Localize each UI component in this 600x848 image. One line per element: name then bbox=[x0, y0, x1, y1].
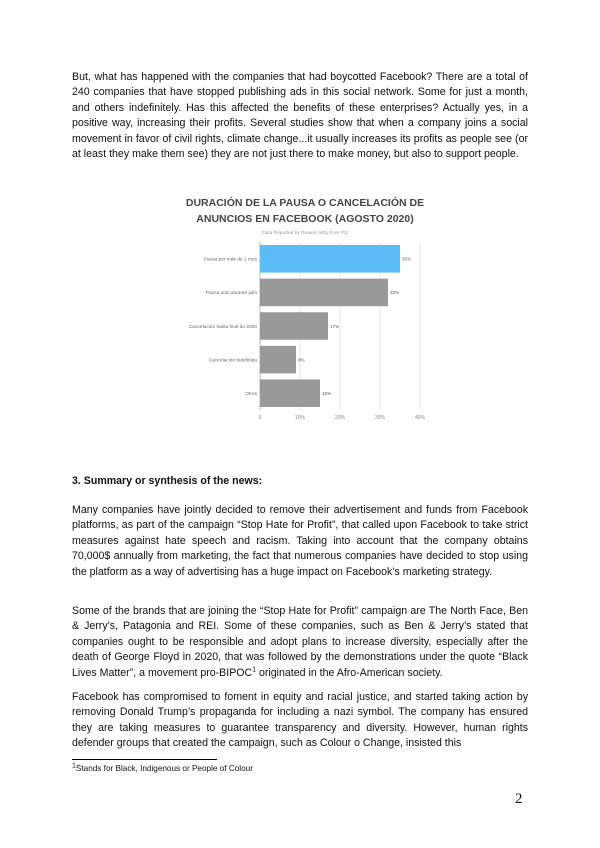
chart-category-label: Pausa solo durante julio bbox=[205, 291, 257, 297]
footnote bbox=[72, 764, 253, 773]
chart-value-label: 32% bbox=[390, 290, 400, 296]
brands-text: Some of the brands that are joining the “Stop Hate for Profit” campaign are The North Face, Ben & Jerry’s, Patagonia and REI. Some of these companies, such as Ben & Jerry’s stated that companies ought to be responsible and adopt plans to increase diversity, especially after the death of George Floyd in 2020, that was followed by the demonstrations under the quote “Black Lives Matter”, a movement pro-BIPOC bbox=[72, 605, 528, 679]
chart-subtitle: Data Reported by Reason Why from PQ bbox=[262, 231, 348, 236]
chart-x-tick-label: 40% bbox=[414, 415, 426, 421]
footnote-text: Stands for Black, Indigenous or People of Colour bbox=[75, 764, 253, 773]
chart-x-tick-label: 30% bbox=[374, 415, 386, 421]
chart-bar bbox=[260, 245, 400, 273]
facebook-ad-pause-chart bbox=[170, 190, 440, 430]
footnote-mark: 1 bbox=[72, 762, 76, 770]
chart-bar bbox=[260, 379, 320, 407]
section-heading: 3. Summary or synthesis of the news: bbox=[72, 475, 263, 487]
footnote-divider bbox=[72, 759, 217, 760]
chart-category-label: Cancelación indefinida bbox=[208, 358, 257, 364]
paragraph-facebook-response: Facebook has compromised to foment in equity and racial justice, and started taking action by removing Donald Trump’s propaganda for including a nazi symbol. The company has ensured they are taking measures to guarantee transparency and diversity. However, human rights defender groups that created the campaign, such as Colour o Change, insisted this bbox=[72, 691, 528, 750]
chart-x-tick-label: 10% bbox=[294, 415, 306, 421]
chart-value-label: 15% bbox=[322, 391, 332, 396]
chart-title-line2: ANUNCIOS EN FACEBOOK (AGOSTO 2020) bbox=[196, 213, 414, 225]
chart-category-label: Pausa por más de 1 mes bbox=[203, 257, 257, 263]
paragraph-boycott-intro: But, what has happened with the companies that had boycotted Facebook? There are a total of 240 companies that have stopped publishing ads in this social network. Some for just a month, and others indefinitely. Has this affected the benefits of these enterprises? Actually yes, in a positive way, increasing their profits. Several studies show that when a company joins a social movement in favor of civil rights, climate change...it usually increases its profits as people see (or at least they make them see) they are not just there to make money, but also to support people. bbox=[72, 71, 528, 161]
footnote-reference: 1 bbox=[252, 666, 257, 674]
chart-value-label: 17% bbox=[330, 323, 340, 329]
chart-value-label: 35% bbox=[402, 256, 412, 262]
chart-x-tick-label: 0 bbox=[258, 415, 262, 421]
paragraph-summary: Many companies have jointly decided to remove their advertisement and funds from Facebook platforms, as part of the campaign “Stop Hate for Profit”, that called upon Facebook to take strict measures against hate speech and racism. Taking into account that the company obtains 70,000$ annually from marketing, the fact that numerous companies have decided to stop using the platform as a way of advertising has a huge impact on Facebook’s marketing strategy. bbox=[72, 504, 528, 578]
chart-category-label: Cancelación hasta final de 2020 bbox=[188, 324, 257, 330]
chart-bar bbox=[260, 346, 296, 374]
page-number: 2 bbox=[515, 791, 523, 807]
chart-category-label: Otros bbox=[245, 392, 257, 397]
chart-x-tick-label: 20% bbox=[334, 415, 346, 421]
chart-bar bbox=[260, 279, 388, 307]
chart-bar bbox=[260, 312, 328, 340]
paragraph-brands bbox=[72, 604, 528, 681]
chart-value-label: 9% bbox=[298, 357, 305, 363]
chart-title-line1: DURACIÓN DE LA PAUSA O CANCELACIÓN DE bbox=[185, 197, 425, 209]
brands-text-end: originated in the Afro-American society. bbox=[256, 666, 443, 679]
